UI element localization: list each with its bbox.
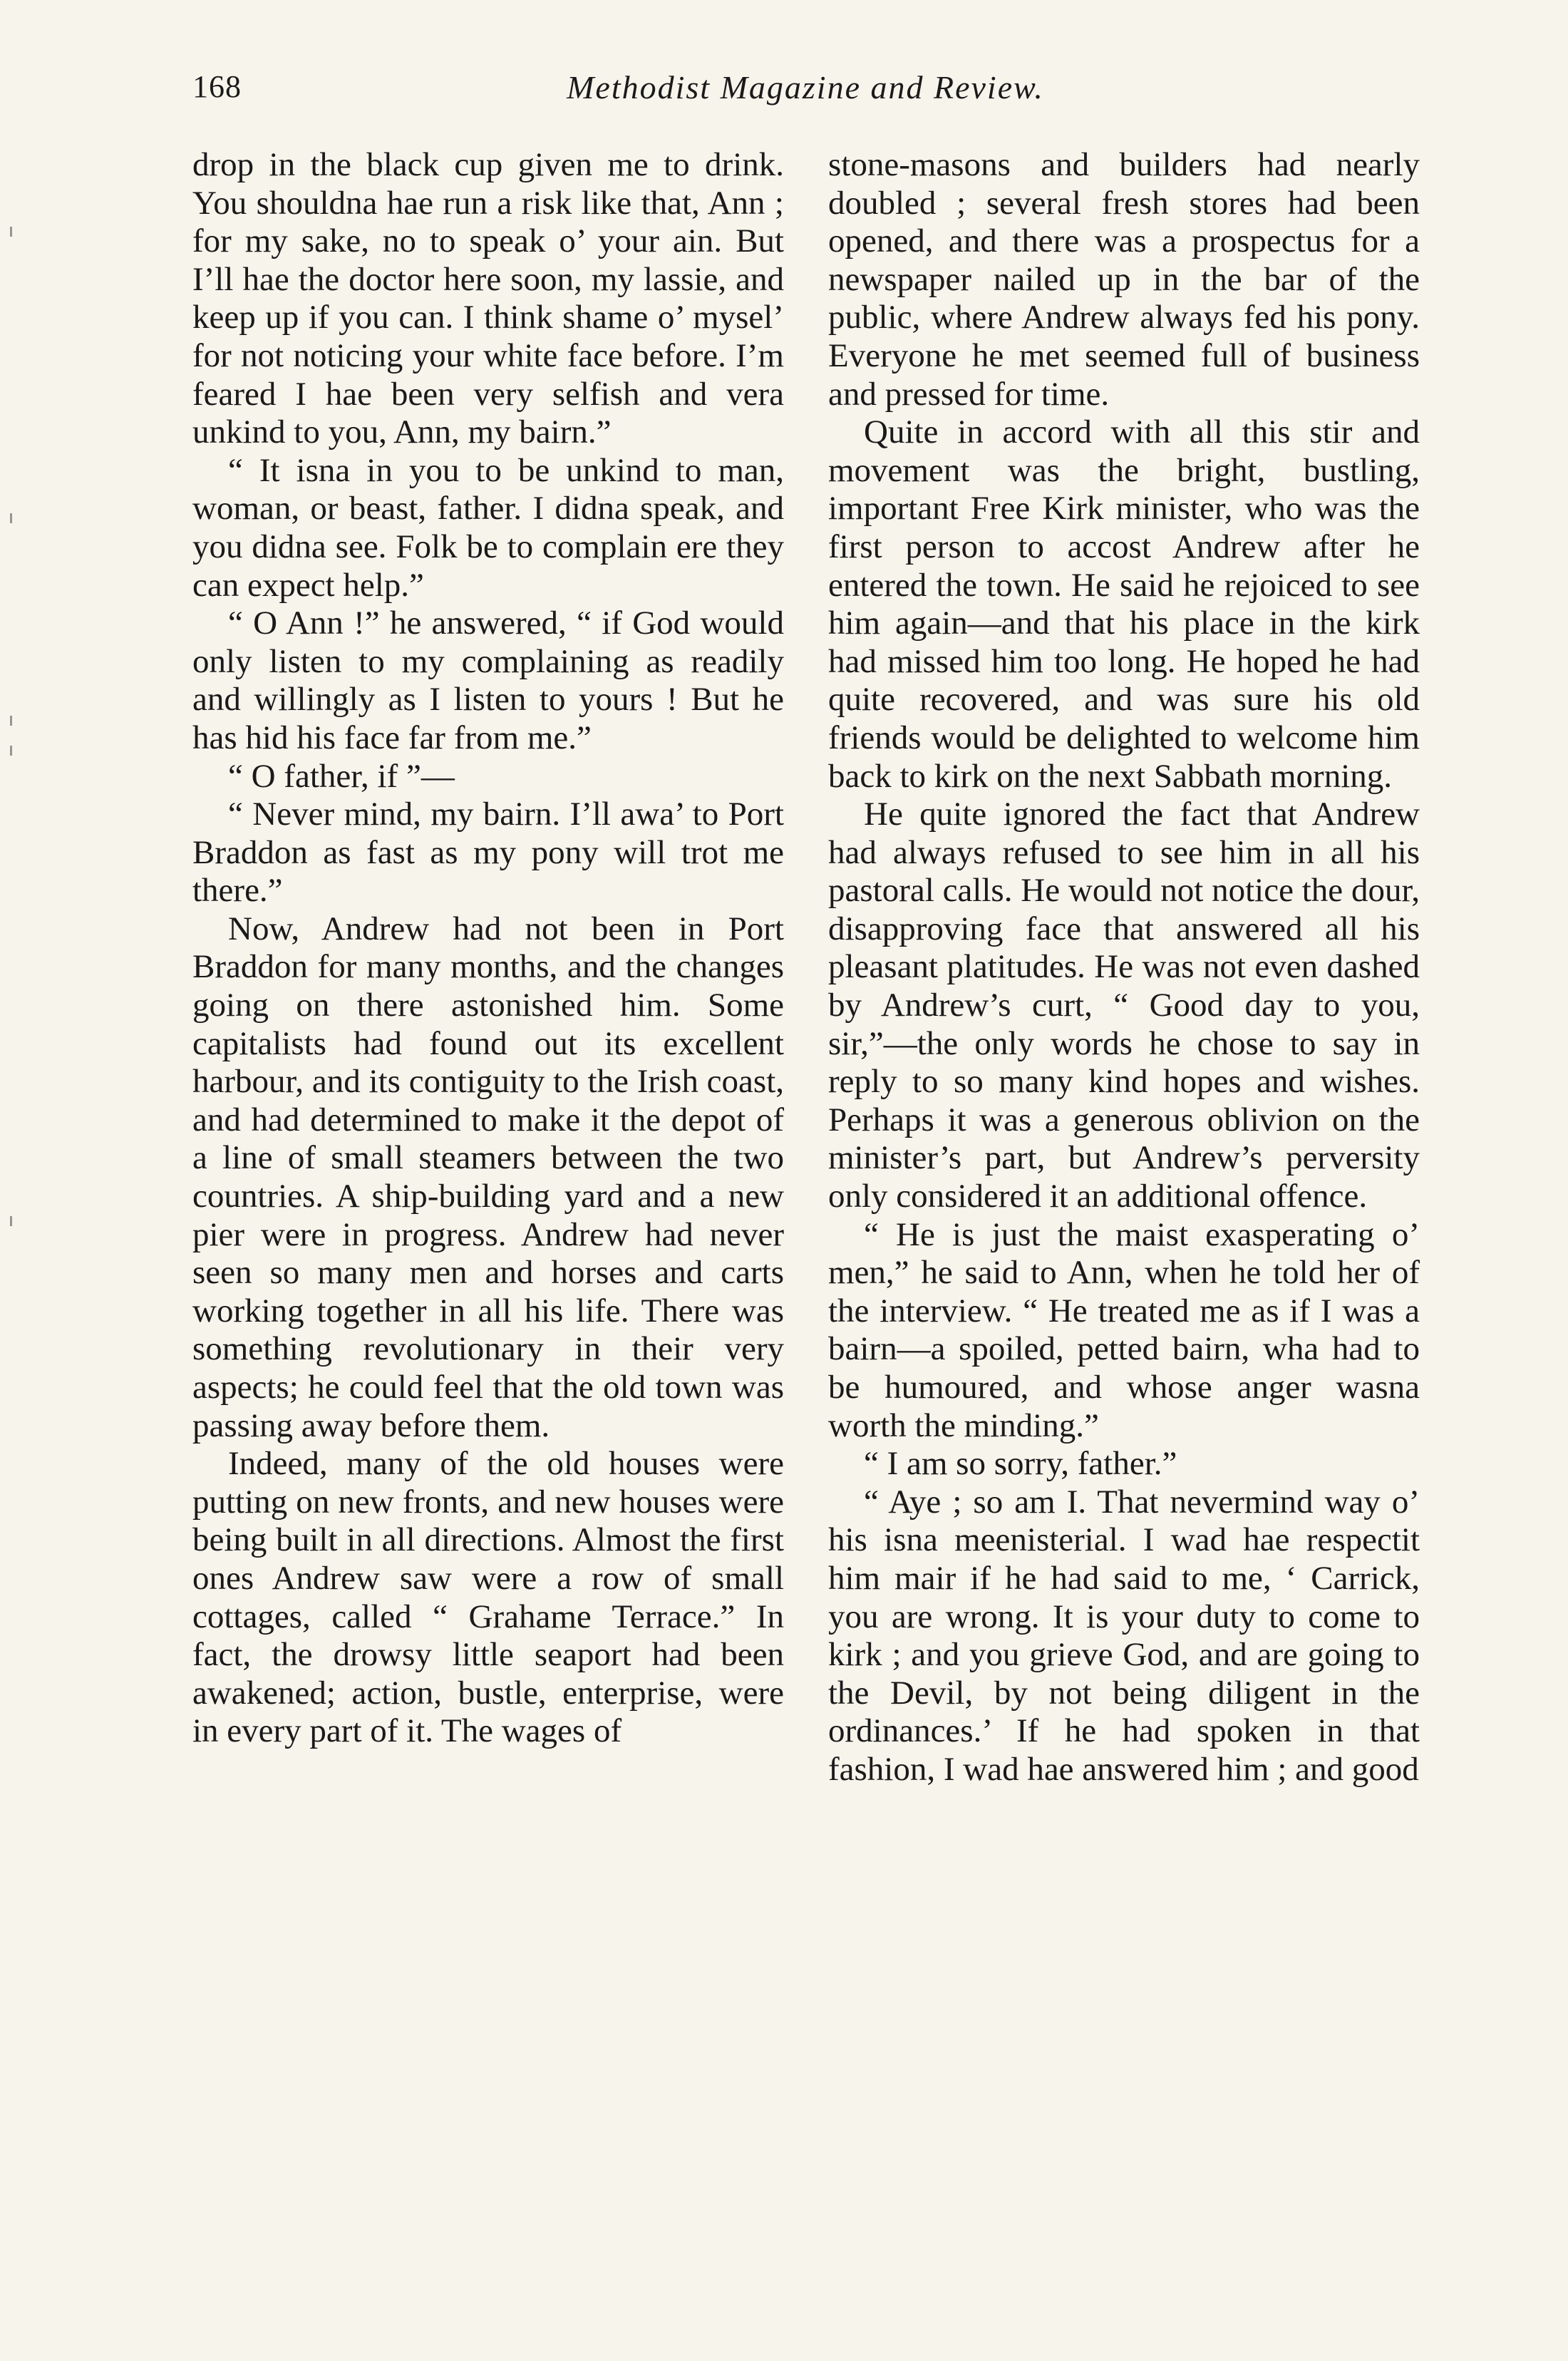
paragraph: “ I am so sorry, father.”: [864, 1445, 1177, 1483]
paragraph: “ It isna in you to be unkind to man, woman, or beast, father. I didna speak, and you didna see. Folk be to complain ere they can expect help.”: [192, 451, 784, 604]
paragraph: “ O father, if ”—: [228, 757, 455, 795]
margin-speck: [10, 513, 12, 523]
margin-speck: [10, 227, 12, 237]
paragraph: He quite ignored the fact that Andrew had always refused to see him in all his pastoral calls. He would not notice the dour, disapproving face that answered all his pleasant platitudes. He was not even dashed by Andrew’s curt, “ Good day to you, sir,”—the only words he chose to say in reply to so many kind hopes and wishes. Perhaps it was a generous oblivion on the minister’s part, but Andrew’s perversity only considered it an additional offence.: [828, 796, 1420, 1215]
paragraph: “ Aye ; so am I. That nevermind way o’ his isna meenisterial. I wad hae respectit him mair if he had said to me, ‘ Carrick, you are wrong. It is your duty to come to kirk ; and you grieve God, and are going to the Devil, by not being diligent in the ordinances.’ If he had spoken in that fashion, I wad hae answered him ; and good: [828, 1483, 1420, 1788]
paragraph: Now, Andrew had not been in Port Braddon for many months, and the changes going on there astonished him. Some capitalists had found out its excellent harbour, and its contiguity to the Irish coast, and had determined to make it the depot of a line of small steamers between the two countries. A ship-building yard and a new pier were in progress. Andrew had never seen so many men and horses and carts working together in all his life. There was something revolutionary in their very aspects; he could feel that the old town was passing away before them.: [192, 910, 784, 1444]
page-header: [192, 68, 1418, 125]
margin-speck: [10, 716, 12, 726]
margin-speck: [10, 1216, 12, 1226]
page-number: 168: [192, 69, 242, 104]
paragraph: “ Never mind, my bairn. I’ll awa’ to Port Braddon as fast as my pony will trot me there.”: [192, 796, 784, 910]
paragraph: Quite in accord with all this stir and movement was the bright, bustling, important Free Kirk minister, who was the first person to accost Andrew after he entered the town. He said he rejoiced to see him again—and that his place in the kirk had missed him too long. He hoped he had quite recovered, and was sure his old friends would be delighted to welcome him back to kirk on the next Sabbath morning.: [828, 413, 1420, 795]
left-column: [192, 146, 784, 1751]
paragraph: “ He is just the maist exasperating o’ men,” he said to Ann, when he told her of the interview. “ He treated me as if I was a bairn—a spoiled, petted bairn, wha had to be humoured, and whose anger wasna worth the minding.”: [828, 1215, 1420, 1444]
paragraph: stone-masons and builders had nearly doubled ; several fresh stores had been opened, and there was a prospectus for a newspaper nailed up in the bar of the public, where Andrew always fed his pony. Everyone he met seemed full of business and pressed for time.: [828, 146, 1420, 413]
paragraph: Indeed, many of the old houses were putting on new fronts, and new houses were being built in all directions. Almost the first ones Andrew saw were a row of small cottages, called “ Grahame Terrace.” In fact, the drowsy little seaport had been awakened; action, bustle, enterprise, were in every part of it. The wages of: [192, 1445, 784, 1750]
paragraph: drop in the black cup given me to drink. You shouldna hae run a risk like that, Ann ; for my sake, no to speak o’ your ain. But I’ll hae the doctor here soon, my lassie, and keep up if you can. I think shame o’ mysel’ for not noticing your white face before. I’m feared I hae been very selfish and vera unkind to you, Ann, my bairn.”: [192, 146, 784, 451]
right-column: [828, 146, 1420, 1789]
running-title: Methodist Magazine and Review.: [567, 69, 1044, 106]
paragraph: “ O Ann !” he answered, “ if God would only listen to my complaining as readily and willingly as I listen to yours ! But he has hid his face far from me.”: [192, 605, 784, 756]
margin-speck: [10, 746, 12, 756]
